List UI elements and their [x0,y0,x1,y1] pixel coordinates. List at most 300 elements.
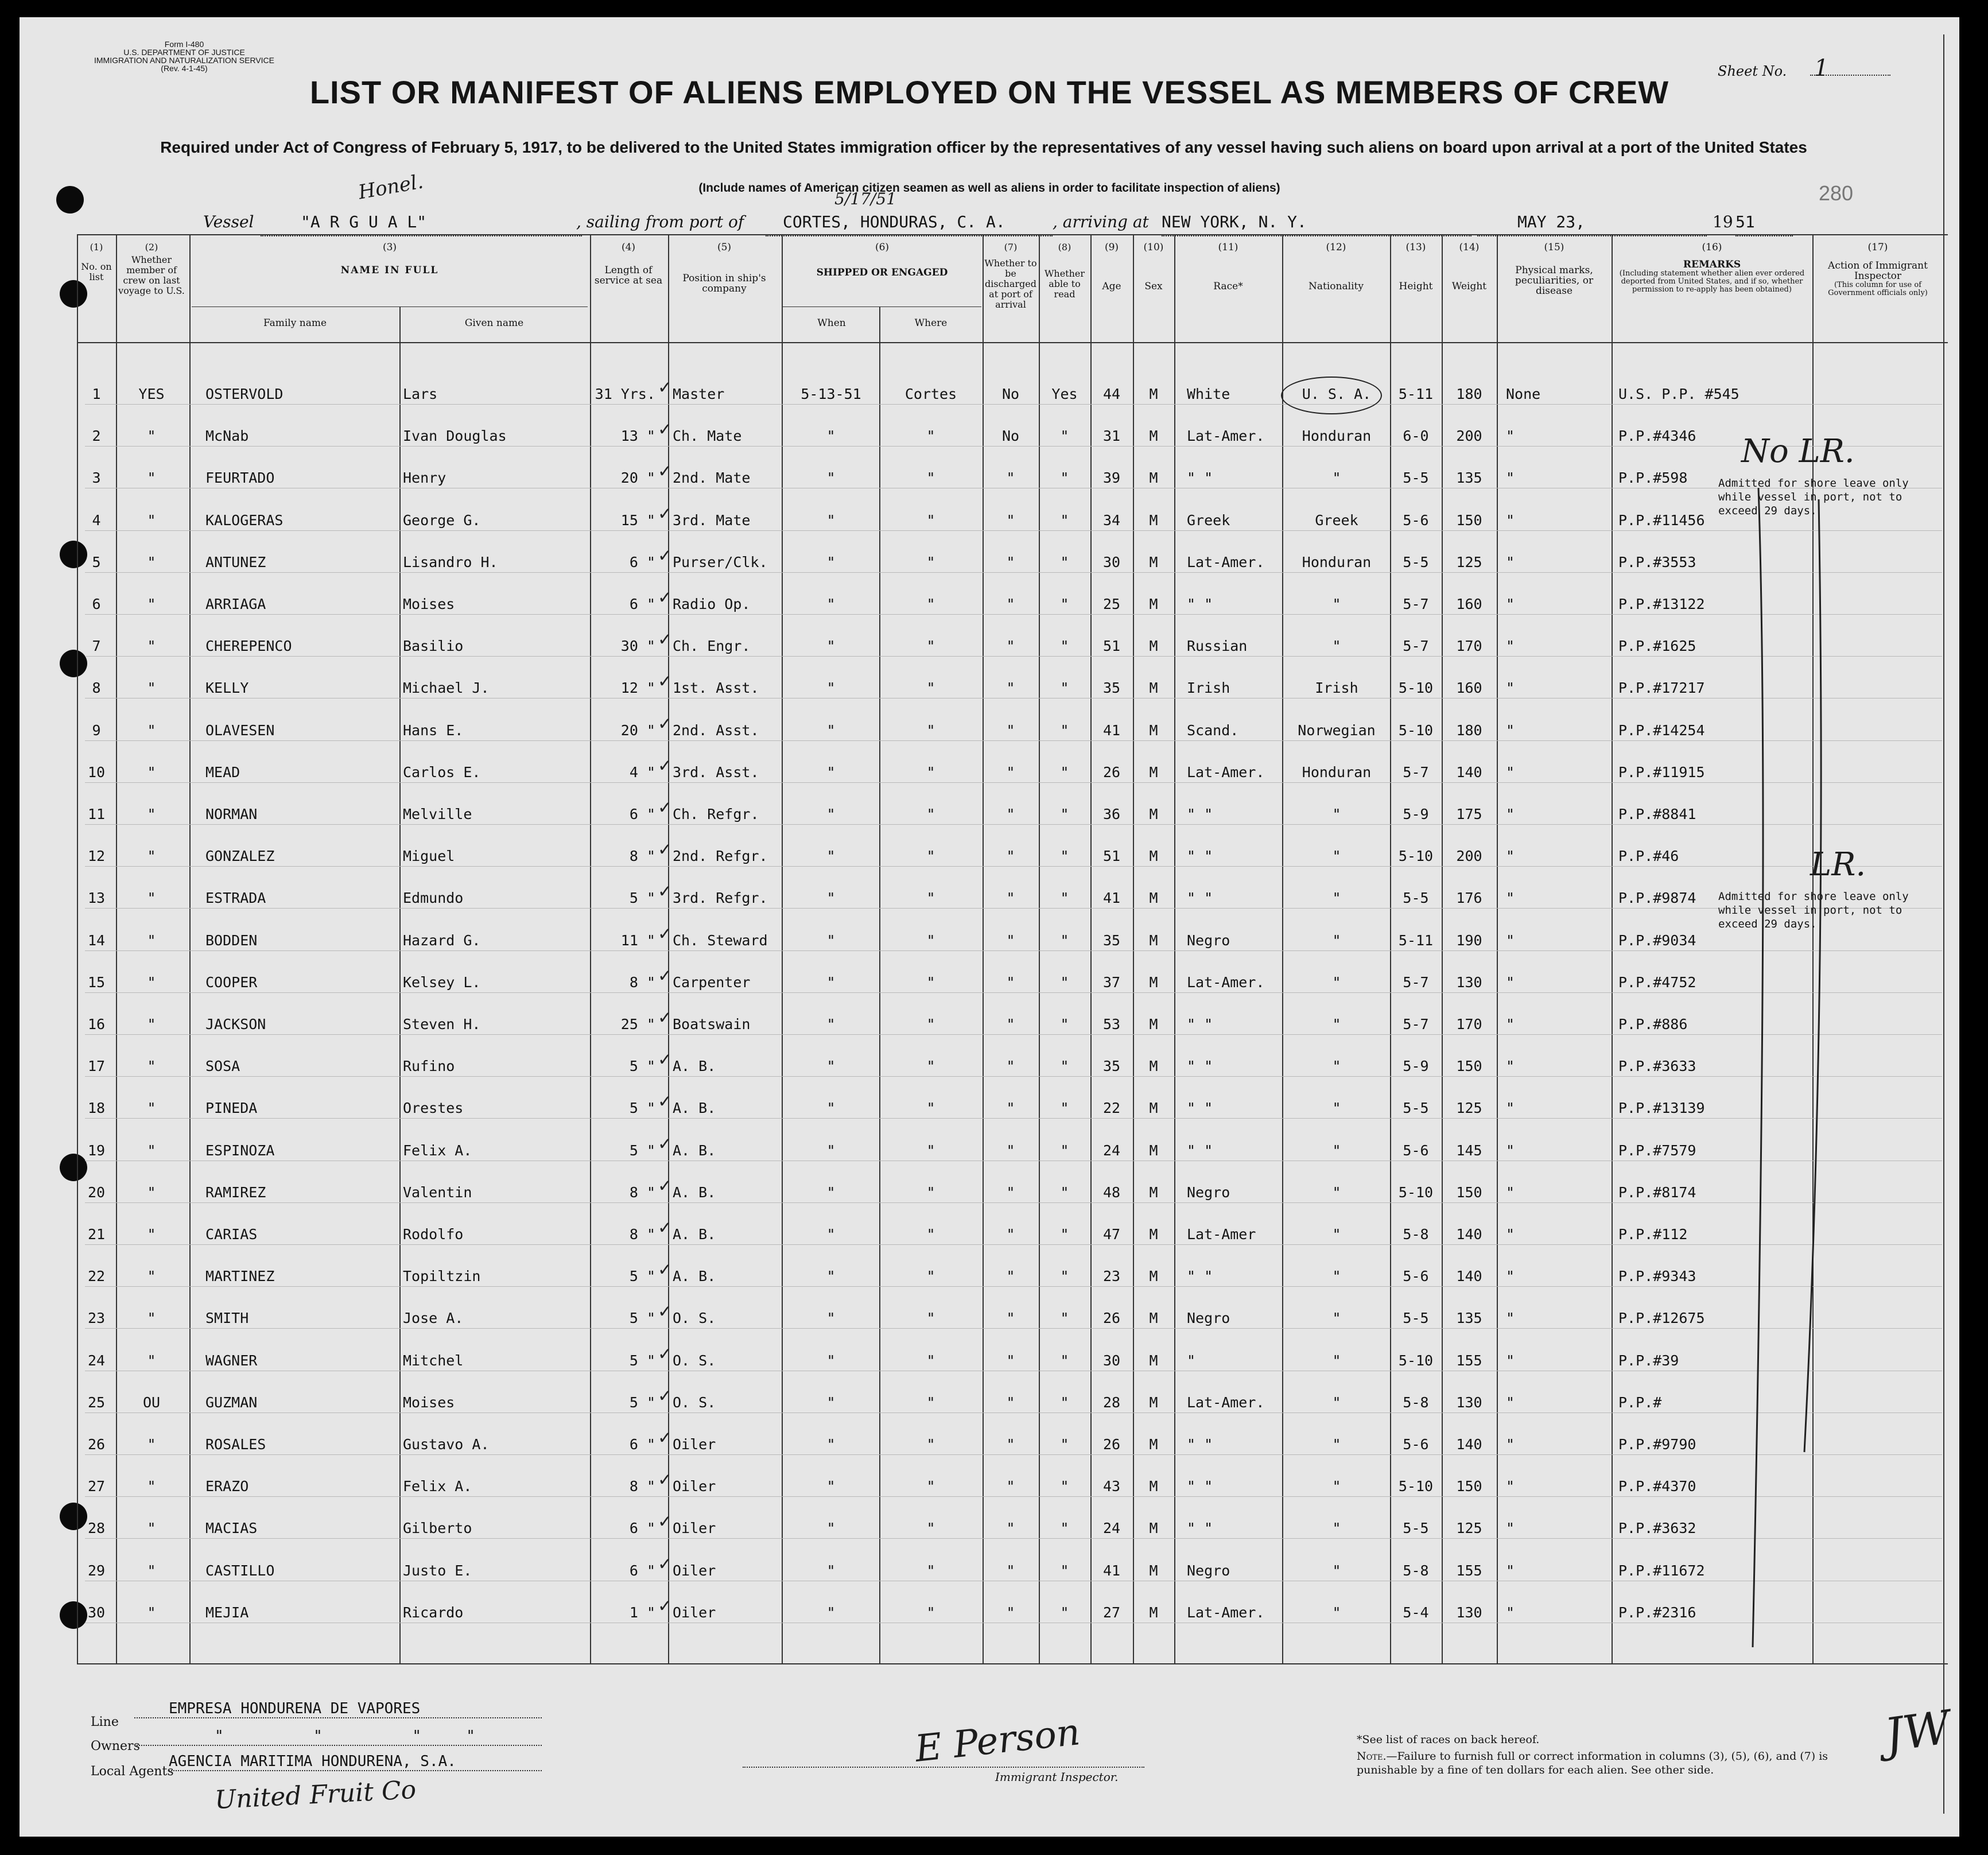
cell-height: 5-4 [1403,1604,1429,1621]
cell-service: 6 " [629,554,655,571]
cell-age: 35 [1102,1058,1121,1074]
cell-nationality: " [1332,1268,1341,1284]
cell-remarks: P.P.#8174 [1618,1184,1696,1201]
cell-read: " [1060,1520,1069,1536]
check-mark-icon: ✓ [658,1428,673,1448]
header-prev-voyage: (2) Whether member of crew on last voyage to U.S. [118,242,185,296]
cell-given: Henry [403,469,446,486]
cell-height: 5-10 [1398,848,1434,864]
cell-service: 13 " [620,428,655,444]
check-mark-icon: ✓ [658,1470,673,1490]
cell-read: " [1060,1436,1069,1453]
cell-marks: " [1506,722,1515,739]
cell-given: Kelsey L. [403,974,481,991]
cell-weight: 140 [1456,1268,1482,1284]
column-divider [668,234,669,1663]
cell-age: 22 [1102,1100,1121,1116]
cell-marks: " [1506,1016,1515,1033]
cell-race: Lat-Amer. [1187,428,1265,444]
cell-discharged: " [1006,722,1015,739]
cell-service: 4 " [629,764,655,781]
header-no: (1) No. on list [81,242,112,282]
inspector-label: Immigrant Inspector. [995,1770,1119,1784]
check-mark-icon: ✓ [658,1344,673,1364]
corner-initials: JW [1881,1700,1954,1763]
cell-when: " [826,596,836,612]
cell-nationality: Greek [1315,512,1358,529]
cell-marks: " [1506,1436,1515,1453]
cell-position: O. S. [673,1352,716,1369]
cell-sex: M [1149,1016,1158,1033]
cell-position: Purser/Clk. [673,554,768,571]
cell-service: 30 " [620,638,655,654]
row-guideline [85,614,1942,615]
header-name-in-full: (3) NAME IN FULL [340,242,439,276]
cell-where: " [926,974,935,991]
cell-family: OSTERVOLD [205,386,284,402]
cell-when: " [826,1352,836,1369]
cell-race: " " [1187,1436,1213,1453]
cell-read: " [1060,1394,1069,1411]
name-subheader-line [192,306,588,307]
cell-height: 5-6 [1403,1142,1429,1159]
cell-position: O. S. [673,1394,716,1411]
cell-race: " " [1187,596,1213,612]
cell-sex: M [1149,1310,1158,1326]
cell-age: 23 [1102,1268,1121,1284]
inspector-signature-line [743,1767,1144,1768]
cell-marks: " [1506,932,1515,949]
cell-prev: " [147,1520,156,1536]
cell-where: " [926,848,935,864]
cell-when: " [826,1142,836,1159]
cell-service: 5 " [629,1394,655,1411]
cell-given: Mitchel [403,1352,464,1369]
cell-when: " [826,512,836,529]
cell-prev: " [147,638,156,654]
cell-age: 25 [1102,596,1121,612]
cell-prev: OU [142,1394,161,1411]
cell-age: 47 [1102,1226,1121,1243]
vessel-annotation: Honel. [356,170,425,204]
cell-where: " [926,764,935,781]
cell-read: " [1060,1562,1069,1579]
header-race: (11) Race* [1213,242,1243,292]
cell-where: " [926,1226,935,1243]
cell-family: OLAVESEN [205,722,275,739]
cell-height: 5-8 [1403,1394,1429,1411]
cell-discharged: " [1006,1058,1015,1074]
cell-service: 25 " [620,1016,655,1033]
cell-discharged: " [1006,890,1015,906]
cell-marks: " [1506,764,1515,781]
cell-nationality: " [1332,469,1341,486]
cell-age: 24 [1102,1520,1121,1536]
cell-weight: 150 [1456,1184,1482,1201]
cell-read: " [1060,764,1069,781]
cell-prev: " [147,1604,156,1621]
cell-family: ERAZO [205,1478,249,1495]
cell-service: 8 " [629,974,655,991]
cell-nationality: " [1332,806,1341,822]
header-able-to-read: (8) Whether able to read [1044,242,1085,300]
cell-where: " [926,596,935,612]
cell-marks: None [1506,386,1541,402]
cell-race: Lat-Amer. [1187,974,1265,991]
cell-family: ROSALES [205,1436,266,1453]
form-revision: (Rev. 4-1-45) [161,64,208,73]
sailing-label: , sailing from port of [576,212,744,231]
form-subtitle: Required under Act of Congress of February 5, 1917, to be delivered to the United States immigration officer by the representatives of any vessel having such aliens on board upon arrival at a port of the United States [160,138,1807,156]
cell-marks: " [1506,596,1515,612]
cell-where: " [926,1394,935,1411]
handwritten-owner-note: United Fruit Co [213,1775,417,1815]
cell-read: " [1060,1604,1069,1621]
cell-no: 12 [87,848,106,864]
header-when: When [817,317,846,329]
cell-when: " [826,764,836,781]
cell-read: " [1060,1016,1069,1033]
cell-sex: M [1149,764,1158,781]
cell-sex: M [1149,428,1158,444]
header-physical-marks: (15) Physical marks, peculiarities, or disease [1515,242,1594,297]
cell-given: Orestes [403,1100,464,1116]
cell-age: 24 [1102,1142,1121,1159]
cell-where: " [926,1310,935,1326]
cell-service: 5 " [629,1268,655,1284]
header-position: (5) Position in ship's company [682,242,766,294]
cell-nationality: Norwegian [1298,722,1376,739]
cell-where: " [926,1016,935,1033]
cell-weight: 125 [1456,1520,1482,1536]
cell-weight: 160 [1456,596,1482,612]
cell-service: 15 " [620,512,655,529]
cell-remarks: P.P.# [1618,1394,1662,1411]
cell-no: 2 [92,428,101,444]
cell-sex: M [1149,1352,1158,1369]
cell-remarks: P.P.#12675 [1618,1310,1705,1326]
cell-height: 5-11 [1398,932,1434,949]
cell-no: 23 [87,1310,106,1326]
header-remarks: (16) REMARKS (Including statement whether alien ever ordered deported from United States, and if so, whether permission to re-apply has been obtained) [1619,242,1805,294]
cell-race: Russian [1187,638,1248,654]
cell-weight: 140 [1456,764,1482,781]
cell-where: " [926,1478,935,1495]
cell-position: A. B. [673,1058,716,1074]
cell-position: 3rd. Asst. [673,764,759,781]
cell-service: 6 " [629,1436,655,1453]
cell-read: " [1060,1352,1069,1369]
cell-family: MACIAS [205,1520,258,1536]
cell-height: 5-10 [1398,680,1434,696]
cell-no: 6 [92,596,101,612]
cell-no: 28 [87,1520,106,1536]
punch-hole [60,280,87,308]
cell-height: 5-9 [1403,806,1429,822]
cell-where: " [926,1184,935,1201]
cell-no: 19 [87,1142,106,1159]
check-mark-icon: ✓ [658,756,673,776]
cell-remarks: P.P.#3632 [1618,1520,1696,1536]
cell-position: Ch. Mate [673,428,742,444]
sailing-date-note: 5/17/51 [834,189,896,208]
cell-marks: " [1506,890,1515,906]
cell-weight: 150 [1456,512,1482,529]
cell-weight: 125 [1456,554,1482,571]
cell-race: Negro [1187,1562,1230,1579]
cell-prev: " [147,1100,156,1116]
cell-given: Moises [403,1394,455,1411]
cell-when: " [826,1016,836,1033]
cell-remarks: P.P.#13139 [1618,1100,1705,1116]
cell-remarks: P.P.#9874 [1618,890,1696,906]
row-guideline [85,1118,1942,1119]
cell-read: " [1060,428,1069,444]
cell-weight: 160 [1456,680,1482,696]
handwritten-bracket-lines [1735,488,1850,1659]
cell-where: " [926,1604,935,1621]
cell-given: Jose A. [403,1310,464,1326]
cell-prev: " [147,1478,156,1495]
cell-sex: M [1149,1604,1158,1621]
cell-no: 13 [87,890,106,906]
cell-read: " [1060,722,1069,739]
cell-marks: " [1506,469,1515,486]
table-header-bottom [77,342,1948,343]
cell-when: " [826,1310,836,1326]
cell-height: 5-7 [1403,596,1429,612]
cell-remarks: P.P.#2316 [1618,1604,1696,1621]
header-height: (13) Height [1399,242,1433,292]
cell-marks: " [1506,680,1515,696]
column-divider [1497,234,1498,1663]
cell-family: JACKSON [205,1016,266,1033]
cell-discharged: " [1006,1478,1015,1495]
cell-given: Ivan Douglas [403,428,507,444]
cell-position: Boatswain [673,1016,751,1033]
cell-height: 5-7 [1403,974,1429,991]
cell-nationality: Honduran [1302,554,1372,571]
cell-service: 12 " [620,680,655,696]
cell-no: 14 [87,932,106,949]
check-mark-icon: ✓ [658,1554,673,1574]
cell-weight: 150 [1456,1478,1482,1495]
check-mark-icon: ✓ [658,420,673,440]
cell-age: 30 [1102,1352,1121,1369]
cell-when: " [826,890,836,906]
cell-prev: " [147,974,156,991]
owners-value: " " " " [134,1728,542,1746]
cell-when: " [826,1520,836,1536]
cell-sex: M [1149,890,1158,906]
cell-service: 5 " [629,1142,655,1159]
row-guideline [85,404,1942,405]
check-mark-icon: ✓ [658,882,673,902]
header-inspector-action: (17) Action of Immigrant Inspector (This column for use of Government officials only) [1828,242,1928,297]
cell-nationality: " [1332,1100,1341,1116]
action-note-second: Admitted for shore leave only while vessel in port, not to exceed 29 days. [1718,890,1909,930]
cell-given: Moises [403,596,455,612]
cell-given: Hazard G. [403,932,481,949]
cell-position: Master [673,386,725,402]
cell-service: 5 " [629,890,655,906]
cell-family: FEURTADO [205,469,275,486]
cell-when: " [826,554,836,571]
cell-remarks: P.P.#7579 [1618,1142,1696,1159]
cell-no: 16 [87,1016,106,1033]
cell-where: " [926,1562,935,1579]
cell-prev: " [147,1436,156,1453]
cell-remarks: P.P.#17217 [1618,680,1705,696]
cell-weight: 130 [1456,974,1482,991]
cell-height: 5-6 [1403,1268,1429,1284]
cell-no: 25 [87,1394,106,1411]
cell-age: 27 [1102,1604,1121,1621]
cell-family: KELLY [205,680,249,696]
cell-discharged: " [1006,554,1015,571]
cell-where: " [926,1436,935,1453]
sailing-port: CORTES, HONDURAS, C. A. [766,212,1053,236]
cell-no: 3 [92,469,101,486]
cell-remarks: P.P.#1625 [1618,638,1696,654]
column-divider [399,306,401,1663]
cell-marks: " [1506,806,1515,822]
cell-where: " [926,722,935,739]
cell-read: " [1060,974,1069,991]
cell-race: Lat-Amer. [1187,1604,1265,1621]
cell-service: 5 " [629,1100,655,1116]
cell-position: 3rd. Mate [673,512,751,529]
cell-where: " [926,1352,935,1369]
header-sex: (10) Sex [1143,242,1164,292]
cell-weight: 170 [1456,1016,1482,1033]
row-guideline [85,1244,1942,1245]
cell-prev: " [147,1268,156,1284]
cell-prev: " [147,1184,156,1201]
cell-race: " " [1187,848,1213,864]
cell-when: " [826,848,836,864]
cell-read: " [1060,806,1069,822]
cell-given: Hans E. [403,722,464,739]
cell-height: 5-10 [1398,722,1434,739]
cell-given: Lisandro H. [403,554,498,571]
cell-weight: 155 [1456,1562,1482,1579]
header-family-name: Family name [263,317,327,329]
agents-value: AGENCIA MARITIMA HONDURENA, S.A. [169,1753,542,1771]
cell-given: Carlos E. [403,764,481,781]
cell-remarks: P.P.#11456 [1618,512,1705,529]
cell-discharged: " [1006,1436,1015,1453]
cell-when: " [826,974,836,991]
cell-race: Lat-Amer. [1187,764,1265,781]
cell-marks: " [1506,848,1515,864]
cell-age: 37 [1102,974,1121,991]
cell-given: Valentin [403,1184,472,1201]
cell-no: 30 [87,1604,106,1621]
header-shipped-engaged: (6) SHIPPED OR ENGAGED [816,242,948,278]
cell-prev: " [147,1016,156,1033]
sheet-number-value: 1 [1814,55,1829,82]
cell-nationality: U. S. A. [1302,386,1372,402]
cell-read: " [1060,512,1069,529]
cell-remarks: P.P.#112 [1618,1226,1688,1243]
cell-sex: M [1149,1478,1158,1495]
cell-position: Ch. Steward [673,932,768,949]
cell-prev: " [147,722,156,739]
cell-discharged: " [1006,932,1015,949]
cell-marks: " [1506,1268,1515,1284]
row-guideline [85,1412,1942,1413]
header-age: (9) Age [1102,242,1121,292]
row-guideline [85,1538,1942,1539]
cell-height: 5-6 [1403,512,1429,529]
cell-family: McNab [205,428,249,444]
action-initials-second: LR. [1810,846,1866,883]
cell-nationality: " [1332,1352,1341,1369]
row-guideline [85,908,1942,909]
cell-height: 5-8 [1403,1562,1429,1579]
cell-nationality: " [1332,932,1341,949]
cell-family: SOSA [205,1058,240,1074]
cell-remarks: P.P.#11672 [1618,1562,1705,1579]
cell-prev: " [147,428,156,444]
header-weight: (14) Weight [1451,242,1487,292]
cell-age: 51 [1102,638,1121,654]
cell-when: " [826,1226,836,1243]
cell-nationality: " [1332,848,1341,864]
cell-no: 22 [87,1268,106,1284]
cell-read: Yes [1051,386,1078,402]
cell-position: 3rd. Refgr. [673,890,768,906]
cell-where: " [926,638,935,654]
cell-nationality: " [1332,1310,1341,1326]
cell-when: " [826,1562,836,1579]
cell-age: 35 [1102,680,1121,696]
cell-sex: M [1149,1520,1158,1536]
cell-when: " [826,722,836,739]
cell-weight: 125 [1456,1100,1482,1116]
cell-service: 11 " [620,932,655,949]
cell-service: 6 " [629,806,655,822]
cell-race: " " [1187,1520,1213,1536]
cell-remarks: P.P.#13122 [1618,596,1705,612]
cell-given: Felix A. [403,1142,472,1159]
line-label: Line [91,1715,119,1729]
cell-race: Scand. [1187,722,1239,739]
row-guideline [85,530,1942,531]
check-mark-icon: ✓ [658,504,673,524]
check-mark-icon: ✓ [658,1092,673,1112]
cell-nationality: Irish [1315,680,1358,696]
row-guideline [85,656,1942,657]
cell-discharged: " [1006,680,1015,696]
cell-discharged: " [1006,1352,1015,1369]
cell-marks: " [1506,512,1515,529]
cell-when: " [826,1100,836,1116]
cell-where: Cortes [904,386,957,402]
column-divider [189,234,191,1663]
races-note: *See list of races on back hereof. [1357,1733,1540,1746]
cell-race: Greek [1187,512,1230,529]
cell-family: ESTRADA [205,890,266,906]
cell-position: A. B. [673,1226,716,1243]
cell-age: 44 [1102,386,1121,402]
cell-prev: " [147,1352,156,1369]
cell-no: 1 [92,386,101,402]
cell-age: 26 [1102,1310,1121,1326]
cell-family: CHEREPENCO [205,638,292,654]
vessel-label: Vessel [203,212,254,231]
